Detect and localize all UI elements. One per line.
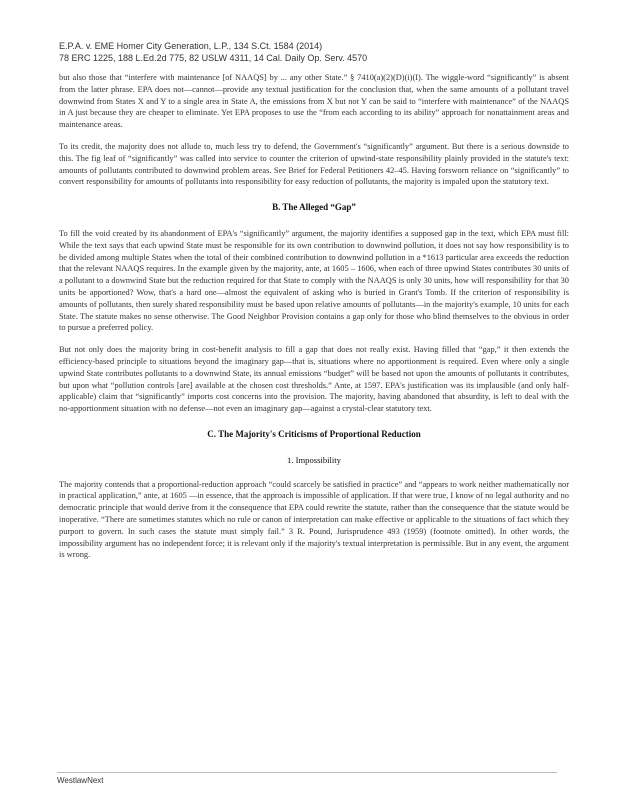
paragraph-5: The majority contends that a proportional-reduction approach “could scarcely be satisfied in practice” and “appears to work neither mathematically nor in practical application,” ante, at 1605 —in essence, that the approach is impossible of application. If that were true, I know of no legal authority and no democratic principle that would derive from it the consequence that EPA could rewrite the statute, rather than the consequence that the statute would be inoperative. “There are sometimes statutes which no rule or canon of interpretation can make effective or applicable to the situations of fact which they purport to govern. In such cases the statute must simply fail.” 3 R. Pound, Jurisprudence 493 (1959) (footnote omitted). In other words, the impossibility argument has no independent force; it is relevant only if the majority's textual interpretation is permissible. But in any event, the argument is wrong. (59, 479, 569, 560)
paragraph-3: To fill the void created by its abandonment of EPA's “significantly” argument, the majority identifies a supposed gap in the text, which EPA must fill: While the text says that each upwind State must be responsible for its own contribution to downwind pollution, it does not say how responsibility is to be divided among multiple States when the total of their combined contribution to downwind pollution in a *1613 particular area exceeds the reduction that the relevant NAAQS requires. In the example given by the majority, ante, at 1605 – 1606, when each of three upwind States contributes 30 units of a pollutant to a downwind State but the reduction required for that State to comply with the NAAQS is only 30 units, how will responsibility for that 30 units be apportioned? Wow, that's a hard one—almost the equivalent of asking who is buried in Grant's Tomb. If the criterion of responsibility is amounts of pollutants, then surely shared responsibility must be based upon relative amounts of pollutants—in the majority's example, 10 units for each State. The statute makes no sense otherwise. The Good Neighbor Provision contains a gap only for those who blind themselves to the obvious in order to pursue a preferred policy. (59, 228, 569, 333)
heading-subsection-1: 1. Impossibility (287, 454, 341, 465)
citation-line-2: 78 ERC 1225, 188 L.Ed.2d 775, 82 USLW 4311, 14 Cal. Daily Op. Serv. 4570 (59, 53, 368, 63)
paragraph-2: To its credit, the majority does not allude to, much less try to defend, the Government's “significantly” argument. But there is a serious downside to this. The fig leaf of “significantly” was called into service to counter the criterion of upwind-state responsibility plainly provided in the statute's text: amounts of pollutants contributed to downwind problem areas. See Brief for Federal Petitioners 42–45. Having forsworn reliance on “significantly” to convert responsibility for amounts of pollutants into responsibility for easy reduction of pollutants, the majority is impaled upon the statutory text. (59, 141, 569, 187)
citation-line-1: E.P.A. v. EME Homer City Generation, L.P., 134 S.Ct. 1584 (2014) (59, 41, 323, 51)
paragraph-1: but also those that “interfere with maintenance [of NAAQS] by ... any other State.” § 7410(a)(2)(D)(i)(I). The wiggle-word “significantly” is absent from the latter phrase. EPA does not—cannot—provide any textual justification for the conclusion that, when the same amounts of a pollutant travel downwind from States X and Y to a single area in State A, the emissions from X but not Y can be said to “interfere with maintenance” of the NAAQS in A just because they are cheaper to eliminate. Yet EPA proposes to use the “from each according to its ability” approach for nonattainment areas and maintenance areas. (59, 73, 569, 130)
footer-brand: WestlawNext (57, 776, 104, 785)
heading-section-b: B. The Alleged “Gap” (272, 202, 356, 213)
opinion-body (59, 72, 569, 571)
page-footer (57, 772, 557, 786)
paragraph-4: But not only does the majority bring in cost-benefit analysis to fill a gap that does not really exist. Having filled that “gap,” it then extends the efficiency-based principle to situations beyond the imaginary gap—that is, situations where no apportionment is required. Even where only a single upwind State contributes pollutants to a downwind State, its annual emissions “budget” will be based not upon the amounts of pollutants it contributes, but upon what “pollution controls [are] available at the chosen cost thresholds.” Ante, at 1597. EPA's justification was its implausible (and only half-applicable) claim that “significantly” imports cost concerns into the provision. The majority, having abandoned that absurdity, is left to deal with the no-apportionment situation with no defense—not even an imaginary gap—against a crystal-clear statutory text. (59, 345, 569, 414)
citation-header (59, 40, 579, 64)
heading-section-c: C. The Majority's Criticisms of Proportional Reduction (207, 428, 421, 439)
footer-divider (57, 772, 557, 773)
